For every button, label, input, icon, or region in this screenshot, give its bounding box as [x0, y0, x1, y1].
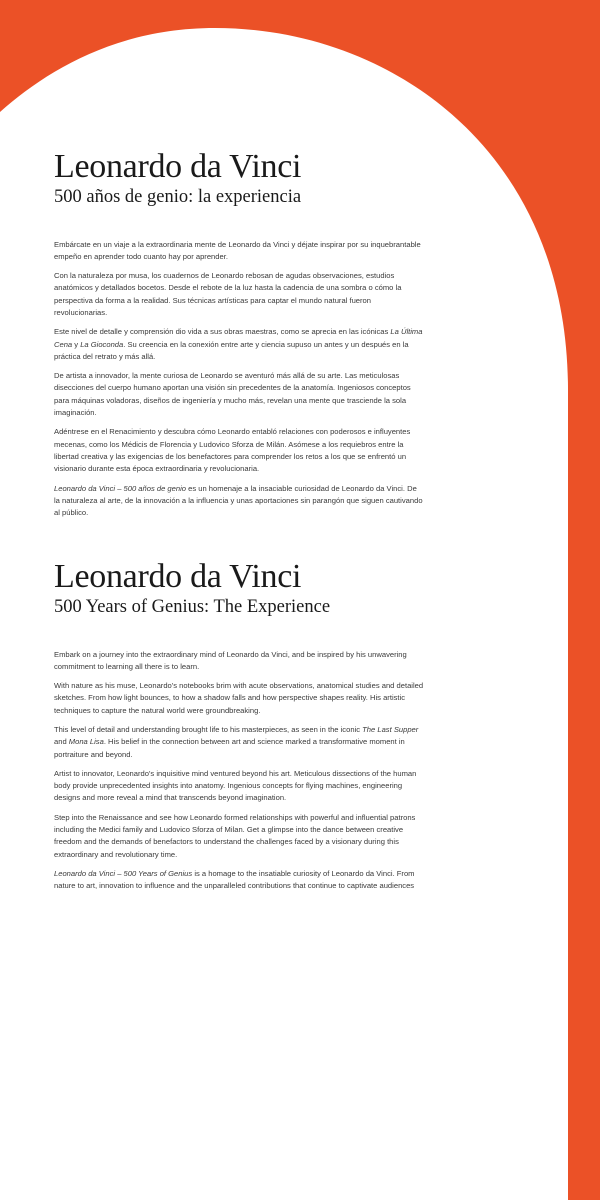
english-body: [54, 649, 424, 893]
artwork-title: La Última Cena: [54, 327, 423, 349]
english-paragraph-2: With nature as his muse, Leonardo's notebooks brim with acute observations, anatomical studies and detailed sketches. From how light bounces, to how a shadow falls and how perspective shapes reality. His artistic techniques to capture the natural world were groundbreaking.: [54, 681, 424, 715]
english-title: Leonardo da Vinci: [54, 558, 302, 595]
artwork-title: Mona Lisa: [68, 737, 104, 747]
spanish-title: Leonardo da Vinci: [54, 148, 302, 185]
spanish-paragraph-5: Adéntrese en el Renacimiento y descubra cómo Leonardo entabló relaciones con poderosos e influyentes mecenas, como los Médicis de Florencia y Ludovico Sforza de Milán. Asómese a los requiebros entre la libertad creativa y las exigencias de los benefactores para comprender los retos a los que se enfrentó un visionario durante esta época extraordinaria y revolucionaria.: [54, 427, 411, 474]
english-paragraph-4: Artist to innovator, Leonardo's inquisitive mind ventured beyond his art. Meticulous dissections of the human body provide unprecedented insights into anatomy. Ingenious concepts for flying machines, engineering designs and more reveal a mind that transcends beyond imagination.: [54, 768, 417, 803]
spanish-body: [54, 239, 424, 520]
spanish-paragraph-2: Con la naturaleza por musa, los cuadernos de Leonardo rebosan de agudas observaciones, estudios anatómicos y detallados bocetos. Desde el rebote de la luz hasta la cadencia de una sombra o cómo la perspectiva da forma a la realidad. Sus técnicas artísticas para captar el mundo natural fueron revolucionarias.: [54, 271, 402, 317]
spanish-paragraph-4: De artista a innovador, la mente curiosa de Leonardo se aventuró más allá de su arte. Las meticulosas disecciones del cuerpo humano aportan una visión sin precedentes de la anatomía. Ingeniosos conceptos para máquinas voladoras, diseños de ingeniería y mucho más, revelan una mente que trasciende la sola imaginación.: [54, 371, 411, 418]
artwork-title: La Gioconda: [80, 339, 124, 349]
spanish-paragraph-3: Este nivel de detalle y comprensión dio vida a sus obras maestras, como se aprecia en las icónicas La Última Cena y La Gioconda. Su creencia en la conexión entre arte y ciencia supuso un antes y un después en la práctica del retrato y más allá.: [54, 327, 423, 361]
english-subtitle: 500 Years of Genius: The Experience: [54, 597, 331, 617]
exhibition-title: Leonardo da Vinci – 500 años de genio: [54, 483, 187, 493]
english-paragraph-6: Leonardo da Vinci – 500 Years of Genius is a homage to the insatiable curiosity of Leonardo da Vinci. From nature to art, innovation to influence and the unparalleled contributions that continue to captivate audiences: [54, 868, 415, 891]
spanish-paragraph-1: Embárcate en un viaje a la extraordinaria mente de Leonardo da Vinci y déjate inspirar por su inquebrantable empeño en aprender todo cuanto hay por aprender.: [54, 239, 421, 261]
exhibition-title: Leonardo da Vinci – 500 Years of Genius: [54, 868, 193, 878]
artwork-title: The Last Supper: [362, 724, 419, 734]
spanish-paragraph-6: Leonardo da Vinci – 500 años de genio es un homenaje a la insaciable curiosidad de Leonardo da Vinci. De la naturaleza al arte, de la innovación a la influencia y unas aportaciones sin parangón que siguen cautivando al público.: [54, 483, 423, 518]
spanish-subtitle: 500 años de genio: la experiencia: [54, 187, 302, 207]
english-paragraph-5: Step into the Renaissance and see how Leonardo formed relationships with powerful and influential patrons including the Medici family and Ludovico Sforza of Milan. Get a glimpse into the dance between creative freedom and the demands of benefactors to understand the challenges faced by a visionary during this extraordinary and revolutionary time.: [54, 812, 416, 859]
spanish-section: [54, 150, 424, 526]
english-paragraph-3: This level of detail and understanding brought life to his masterpieces, as seen in the iconic The Last Supper and Mona Lisa. His belief in the connection between art and science marked a transformative moment in portraiture and beyond.: [54, 724, 419, 759]
english-section: [54, 560, 424, 900]
english-paragraph-1: Embark on a journey into the extraordinary mind of Leonardo da Vinci, and be inspired by his unwavering commitment to learning all there is to learn.: [54, 649, 407, 671]
